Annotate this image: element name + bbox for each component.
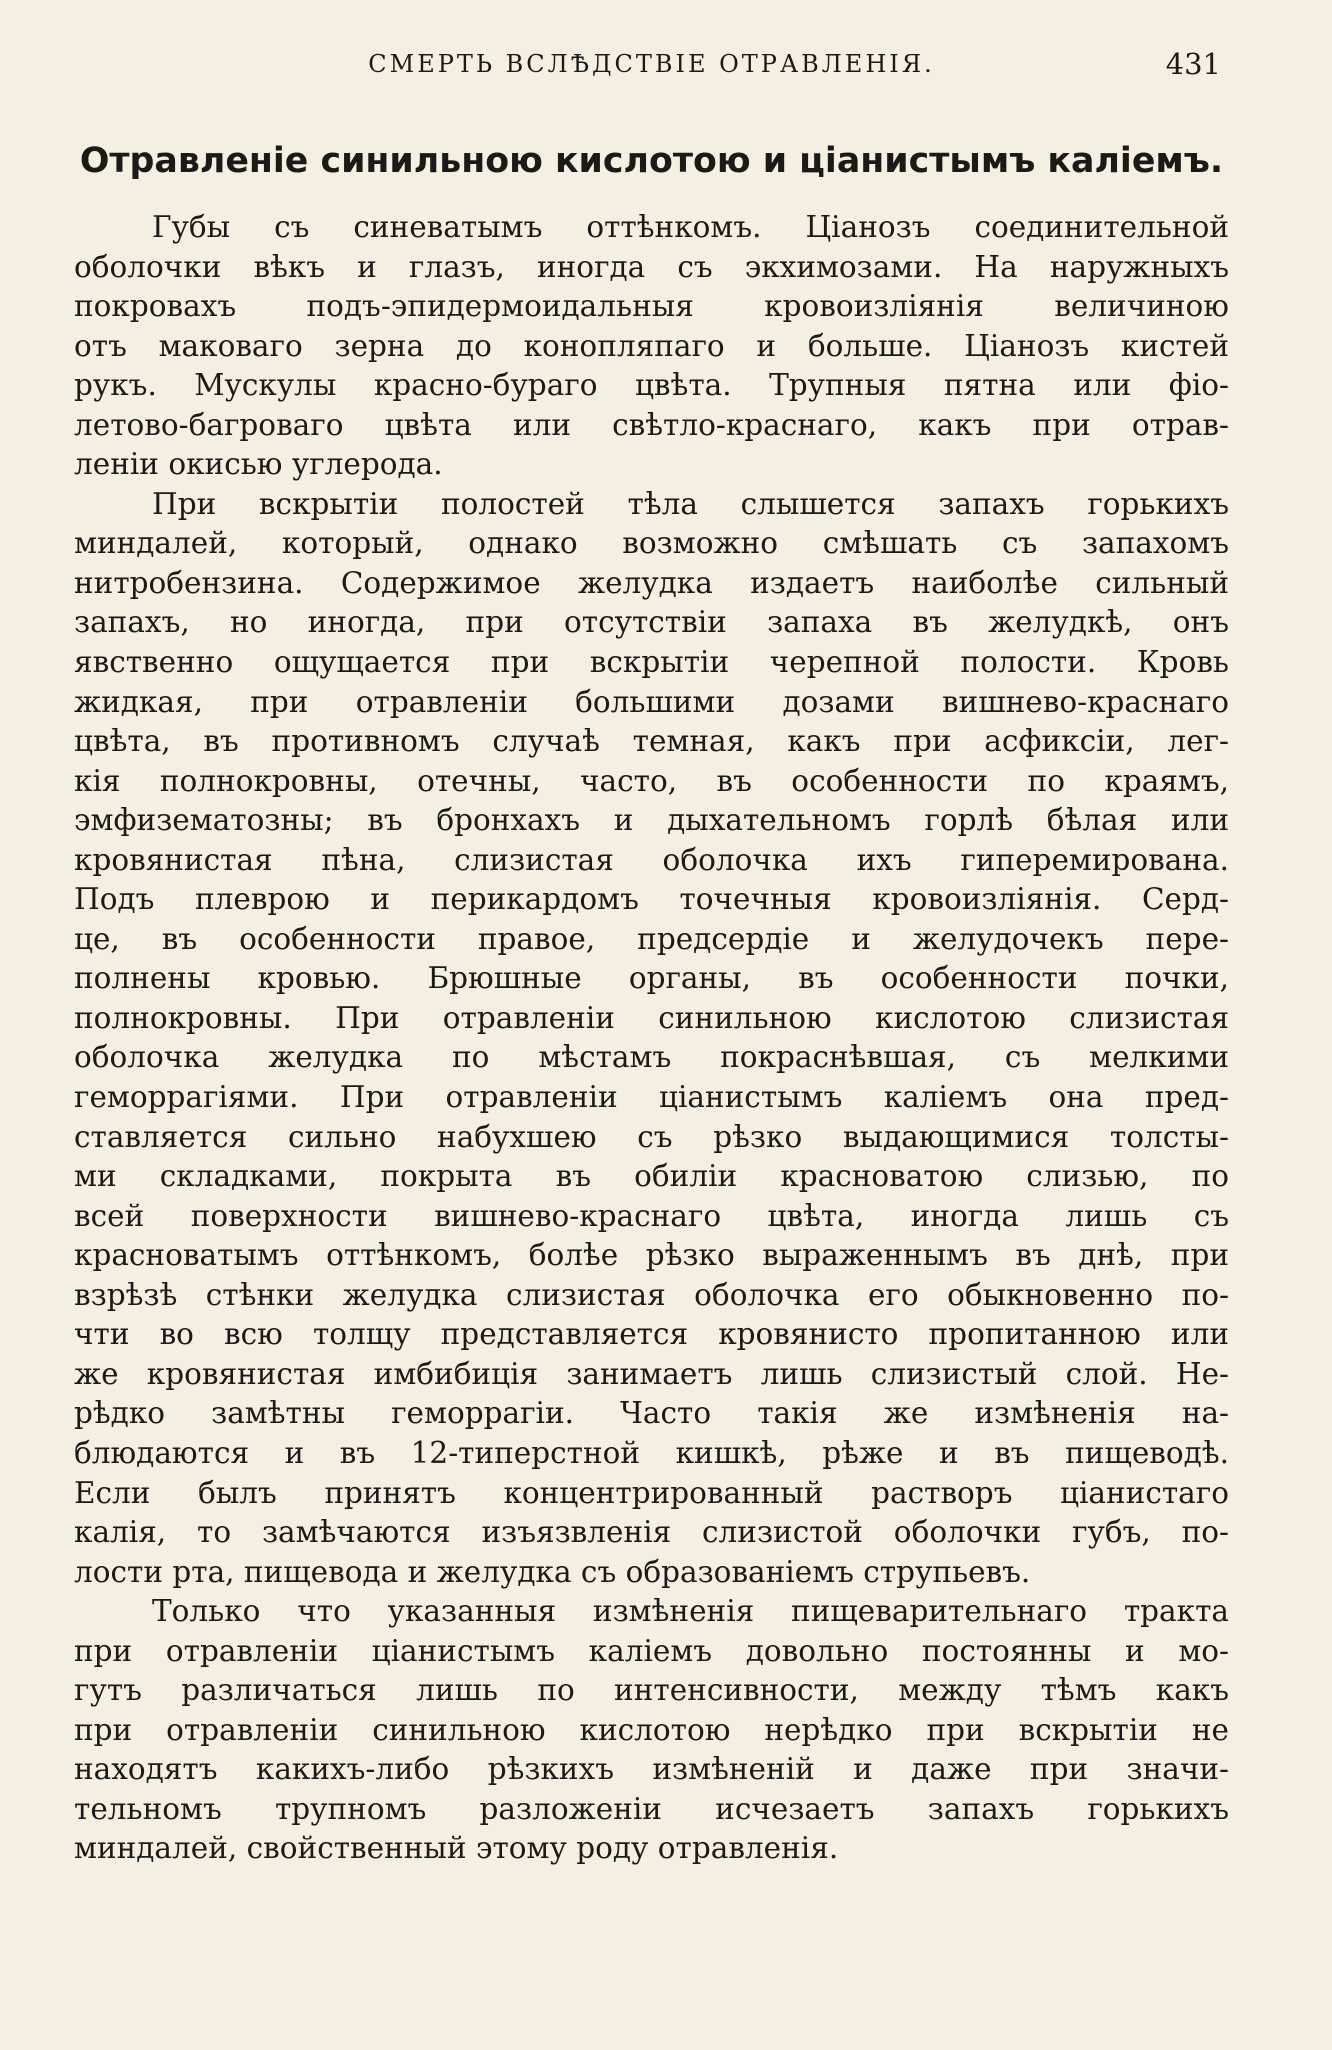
text-line: кія полнокровны, отечны, часто, въ особенности по краямъ, bbox=[74, 763, 1229, 798]
text-line: блюдаются и въ 12-типерстной кишкѣ, рѣже и въ пищеводѣ. bbox=[74, 1435, 1229, 1470]
text-line: при отравленіи ціанистымъ каліемъ довольно постоянны и мо- bbox=[74, 1633, 1229, 1668]
text-line: отъ маковаго зерна до конопляпаго и больше. Ціанозъ кистей bbox=[74, 328, 1229, 363]
paragraph-2 bbox=[74, 485, 1229, 1592]
text-line: жидкая, при отравленіи большими дозами вишнево-краснаго bbox=[74, 684, 1229, 719]
section-title: Отравленіе синильною кислотою и ціанистымъ каліемъ. bbox=[79, 141, 1224, 181]
text-line: Если былъ принятъ концентрированный растворъ ціанистаго bbox=[74, 1475, 1229, 1510]
text-line: тельномъ трупномъ разложеніи исчезаетъ запахъ горькихъ bbox=[74, 1791, 1229, 1826]
text-line: красноватымъ оттѣнкомъ, болѣе рѣзко выраженнымъ въ днѣ, при bbox=[74, 1238, 1229, 1273]
text-line: эмфизематозны; въ бронхахъ и дыхательномъ горлѣ бѣлая или bbox=[74, 803, 1229, 838]
text-line: ми складками, покрыта въ обиліи красноватою слизью, по bbox=[74, 1159, 1229, 1194]
text-line: рукъ. Мускулы красно-бураго цвѣта. Трупныя пятна или фіо- bbox=[74, 368, 1229, 403]
text-line: лости рта, пищевода и желудка съ образованіемъ струпьевъ. bbox=[74, 1554, 1031, 1589]
text-line: нитробензина. Содержимое желудка издаетъ наиболѣе сильный bbox=[74, 565, 1229, 600]
paragraph-1 bbox=[74, 208, 1229, 485]
text-line: всей поверхности вишнево-краснаго цвѣта, иногда лишь съ bbox=[74, 1198, 1229, 1233]
text-line: Губы съ синеватымъ оттѣнкомъ. Ціанозъ соединительной bbox=[152, 210, 1229, 244]
text-line: при отравленіи синильною кислотою нерѣдко при вскрытіи не bbox=[74, 1712, 1229, 1747]
running-title: СМЕРТЬ ВСЛѢДСТВІЕ ОТРАВЛЕНІЯ. bbox=[368, 50, 935, 78]
text-line: кровянистая пѣна, слизистая оболочка ихъ гиперемирована. bbox=[74, 842, 1229, 877]
text-line: находятъ какихъ-либо рѣзкихъ измѣненій и даже при значи- bbox=[74, 1752, 1229, 1787]
text-line: чти во всю толщу представляется кровянисто пропитанною или bbox=[74, 1317, 1229, 1352]
text-line: миндалей, который, однако возможно смѣшать съ запахомъ bbox=[74, 526, 1229, 561]
text-line: полнены кровью. Брюшные органы, въ особенности почки, bbox=[74, 961, 1229, 996]
text-line: леніи окисью углерода. bbox=[74, 447, 443, 482]
text-line: же кровянистая имбибиція занимаетъ лишь слизистый слой. Не- bbox=[74, 1356, 1229, 1391]
text-line: це, въ особенности правое, предсердіе и желудочекъ пере- bbox=[74, 921, 1229, 956]
text-line: цвѣта, въ противномъ случаѣ темная, какъ при асфиксіи, лег- bbox=[74, 724, 1229, 759]
page-number: 431 bbox=[1165, 47, 1221, 81]
text-line: взрѣзѣ стѣнки желудка слизистая оболочка его обыкновенно по- bbox=[74, 1277, 1229, 1312]
text-line: Подъ плеврою и перикардомъ точечныя кровоизліянія. Серд- bbox=[74, 882, 1229, 917]
text-line: миндалей, свойственный этому роду отравленія. bbox=[74, 1831, 839, 1866]
text-line: При вскрытіи полостей тѣла слышется запахъ горькихъ bbox=[152, 486, 1229, 521]
text-line: рѣдко замѣтны геморрагіи. Часто такія же измѣненія на- bbox=[74, 1396, 1229, 1431]
text-line: ставляется сильно набухшею съ рѣзко выдающимися толсты- bbox=[74, 1119, 1229, 1154]
text-line: гутъ различаться лишь по интенсивности, между тѣмъ какъ bbox=[74, 1673, 1229, 1708]
text-line: полнокровны. При отравленіи синильною кислотою слизистая bbox=[74, 1000, 1229, 1035]
paragraph-3 bbox=[74, 1592, 1229, 1869]
text-line: Только что указанныя измѣненія пищеварительнаго тракта bbox=[152, 1594, 1229, 1629]
text-line: летово-багроваго цвѣта или свѣтло-краснаго, какъ при отрав- bbox=[74, 407, 1229, 442]
body-text bbox=[74, 208, 1229, 1869]
text-line: калія, то замѣчаются изъязвленія слизистой оболочки губъ, по- bbox=[74, 1515, 1229, 1550]
text-line: явственно ощущается при вскрытіи черепной полости. Кровь bbox=[74, 645, 1229, 680]
text-line: покровахъ подъ-эпидермоидальныя кровоизліянія величиною bbox=[74, 289, 1229, 324]
text-line: оболочка желудка по мѣстамъ покраснѣвшая, съ мелкими bbox=[74, 1040, 1229, 1075]
running-head bbox=[74, 44, 1229, 88]
text-line: запахъ, но иногда, при отсутствіи запаха въ желудкѣ, онъ bbox=[74, 605, 1229, 640]
text-line: геморрагіями. При отравленіи ціанистымъ каліемъ она пред- bbox=[74, 1080, 1229, 1115]
text-line: оболочки вѣкъ и глазъ, иногда съ экхимозами. На наружныхъ bbox=[74, 249, 1229, 284]
